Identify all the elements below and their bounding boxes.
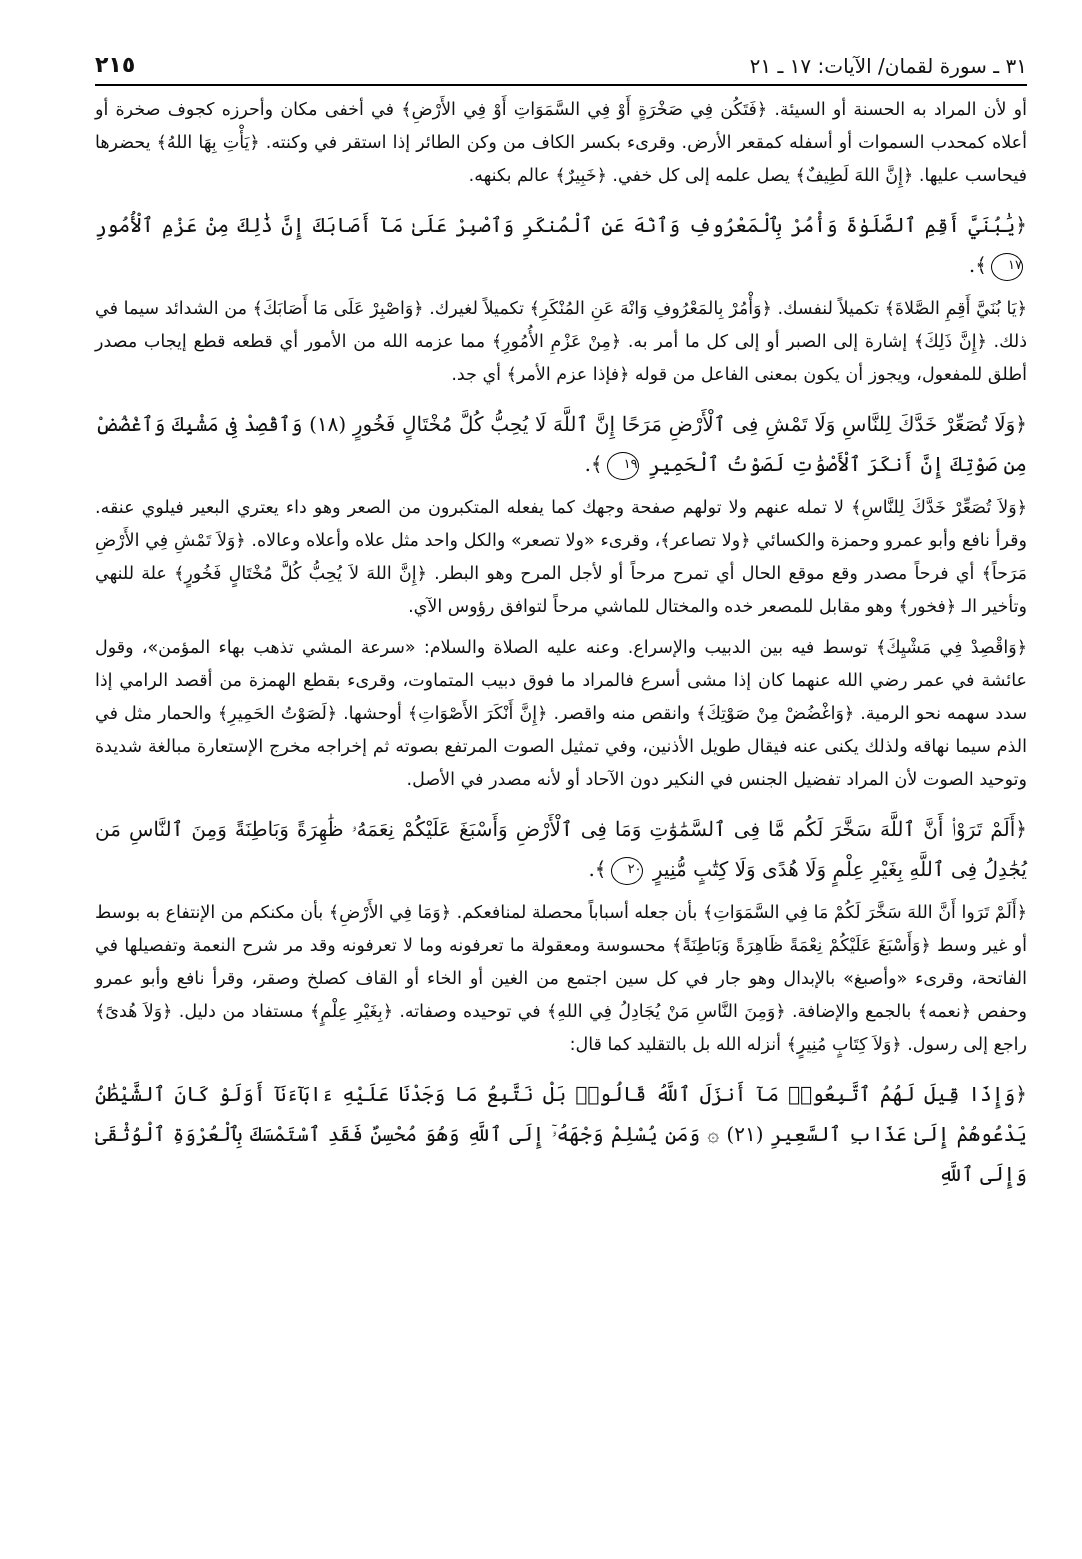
quran-verse-20: ﴿أَلَمْ تَرَوْا۟ أَنَّ ٱللَّهَ سَخَّرَ لَكُم مَّا فِى ٱلسَّمَٰوَٰتِ وَمَا فِى ٱلْأَرْضِ وَأَسْبَغَ عَلَيْكُمْ نِعَمَهُۥ ظَٰهِرَةً وَبَاطِنَةً وَمِنَ ٱلنَّاسِ مَن يُجَٰدِلُ فِى ٱللَّهِ بِغَيْرِ عِلْمٍ وَلَا هُدًى وَلَا كِتَٰبٍ مُّنِيرٍ ٢٠﴾. (95, 809, 1027, 889)
page-header (95, 38, 1027, 86)
quran-verses-21-22: ﴿وَإِذَا قِيلَ لَهُمُ ٱتَّبِعُوا۟ مَآ أَنزَلَ ٱللَّهُ قَالُوا۟ بَلْ نَتَّبِعُ مَا وَجَدْنَا عَلَيْهِ ءَابَآءَنَآ أَوَلَوْ كَانَ ٱلشَّيْطَٰنُ يَدْعُوهُمْ إِلَىٰ عَذَابِ ٱلسَّعِيرِ (٢١) ۞ وَمَن يُسْلِمْ وَجْهَهُۥٓ إِلَى ٱللَّهِ وَهُوَ مُحْسِنٌ فَقَدِ ٱسْتَمْسَكَ بِٱلْعُرْوَةِ ٱلْوُثْقَىٰ وَإِلَى ٱللَّهِ (95, 1082, 1027, 1186)
quran-verse-17: ﴿يَٰبُنَيَّ أَقِمِ ٱلصَّلَوٰةَ وَأْمُرْ بِٱلْمَعْرُوفِ وَٱنْهَ عَنِ ٱلْمُنكَرِ وَٱصْبِرْ عَلَىٰ مَآ أَصَابَكَ إِنَّ ذَٰلِكَ مِنْ عَزْمِ ٱلْأُمُورِ ١٧﴾. (95, 205, 1027, 285)
verse-number-marker: ١٧ (991, 253, 1023, 281)
quran-verses-18-19: ﴿وَلَا تُصَعِّرْ خَدَّكَ لِلنَّاسِ وَلَا تَمْشِ فِى ٱلْأَرْضِ مَرَحًا إِنَّ ٱللَّهَ لَا يُحِبُّ كُلَّ مُخْتَالٍ فَخُورٍ (١٨) وَٱقْصِدْ فِى مَشْيِكَ وَٱغْضُضْ مِن صَوْتِكَ إِنَّ أَنكَرَ ٱلْأَصْوَٰتِ لَصَوْتُ ٱلْحَمِيرِ ١٩﴾. (95, 404, 1027, 484)
page-number: ٢١٥ (95, 53, 136, 78)
commentary-paragraph: ﴿وَاقْصِدْ فِي مَشْيِكَ﴾ توسط فيه بين الدبيب والإسراع. وعنه عليه الصلاة والسلام: «سرعة المشي تذهب بهاء المؤمن»، وقول عائشة في عمر رضي الله عنهما كان إذا مشى أسرع فالمراد ما فوق دبيب المتماوت، وقرىء بقطع الهمزة من أقصد الرامي إذا سدد سهمه نحو الرمية. ﴿وَاغْضُضْ مِنْ صَوْتِكَ﴾ وانقص منه واقصر. ﴿إِنَّ أَنْكَرَ الأَصْوَاتِ﴾ أوحشها. ﴿لَصَوْتُ الحَمِيرِ﴾ والحمار مثل في الذم سيما نهاقه ولذلك يكنى عنه فيقال طويل الأذنين، وفي تمثيل الصوت المرتفع بصوته ثم إخراجه مخرج الإستعارة مبالغة شديدة وتوحيد الصوت لأن المراد تفضيل الجنس في النكير دون الآحاد أو لأنه مصدر في الأصل. (95, 638, 1027, 790)
commentary-paragraph: أو لأن المراد به الحسنة أو السيئة. ﴿فَتَكُن فِي صَخْرَةٍ أَوْ فِي السَّمَوَاتِ أَوْ فِي الأَرْضِ﴾ في أخفى مكان وأحرزه كجوف صخرة أو أعلاه كمحدب السموات أو أسفله كمقعر الأرض. وقرىء بكسر الكاف من وكن الطائر إذا استقر في وكنته. ﴿يَأْتِ بِهَا اللهُ﴾ يحضرها فيحاسب عليها. ﴿إِنَّ اللهَ لَطِيفٌ﴾ يصل علمه إلى كل خفي. ﴿خَبِيرٌ﴾ عالم بكنهه. (95, 100, 1027, 186)
commentary-paragraph: ﴿وَلاَ تُصَعِّرْ خَدَّكَ لِلنَّاسِ﴾ لا تمله عنهم ولا تولهم صفحة وجهك كما يفعله المتكبرون من الصعر وهو داء يعتري البعير فيلوي عنقه. وقرأ نافع وأبو عمرو وحمزة والكسائي ﴿ولا تصاعر﴾، وقرىء «ولا تصعر» والكل واحد مثل علاه وأعلاه وعالاه. ﴿وَلاَ تَمْشِ فِي الأَرْضِ مَرَحاً﴾ أي فرحاً مصدر وقع موقع الحال أي تمرح مرحاً أو لأجل المرح وهو البطر. ﴿إِنَّ اللهَ لاَ يُحِبُّ كُلَّ مُخْتَالٍ فَخُورٍ﴾ علة للنهي وتأخير الـ ﴿فخور﴾ وهو مقابل للمصعر خده والمختال للماشي مرحاً لتوافق رؤوس الآي. (95, 498, 1027, 617)
surah-heading: ٣١ ـ سورة لقمان/ الآيات: ١٧ ـ ٢١ (749, 54, 1027, 78)
commentary-paragraph: ﴿أَلَمْ تَرَوا أَنَّ اللهَ سَخَّرَ لَكُمْ مَا فِي السَّمَوَاتِ﴾ بأن جعله أسباباً محصلة لمنافعكم. ﴿وَمَا فِي الأَرْضِ﴾ بأن مكنكم من الإنتفاع به بوسط أو غير وسط ﴿وَأَسْبَغَ عَلَيْكُمْ نِعْمَةً ظَاهِرَةً وَبَاطِنَةً﴾ محسوسة ومعقولة ما تعرفونه وما لا تعرفونه وقد مر شرح النعمة وتفصيلها في الفاتحة، وقرىء «وأصبغ» بالإبدال وهو جار في كل سين اجتمع من الغين أو الخاء أو القاف كصلخ وصقر، وقرأ نافع وأبو عمرو وحفص ﴿نعمه﴾ بالجمع والإضافة. ﴿وَمِنَ النَّاسِ مَنْ يُجَادِلُ فِي اللهِ﴾ في توحيده وصفاته. ﴿بِغَيْرِ عِلْمٍ﴾ مستفاد من دليل. ﴿وَلاَ هُدىً﴾ راجع إلى رسول. ﴿وَلاَ كِتَابٍ مُنِيرٍ﴾ أنزله الله بل بالتقليد كما قال: (95, 903, 1027, 1055)
verse-number-marker: ٢٠ (611, 857, 643, 885)
page-body (95, 94, 1027, 1194)
commentary-paragraph: ﴿يَا بُنَيَّ أَقِمِ الصَّلاةَ﴾ تكميلاً لنفسك. ﴿وَأْمُرْ بِالمَعْرُوفِ وَانْهَ عَنِ المُنْكَرِ﴾ تكميلاً لغيرك. ﴿وَاصْبِرْ عَلَى مَا أَصَابَكَ﴾ من الشدائد سيما في ذلك. ﴿إِنَّ ذَلِكَ﴾ إشارة إلى الصبر أو إلى كل ما أمر به. ﴿مِنْ عَزْمِ الأُمُورِ﴾ مما عزمه الله من الأمور أي قطعه قطع إيجاب مصدر أطلق للمفعول، ويجوز أن يكون بمعنى الفاعل من قوله ﴿فإذا عزم الأمر﴾ أي جد. (95, 299, 1027, 385)
verse-number-marker: ١٩ (607, 452, 639, 480)
